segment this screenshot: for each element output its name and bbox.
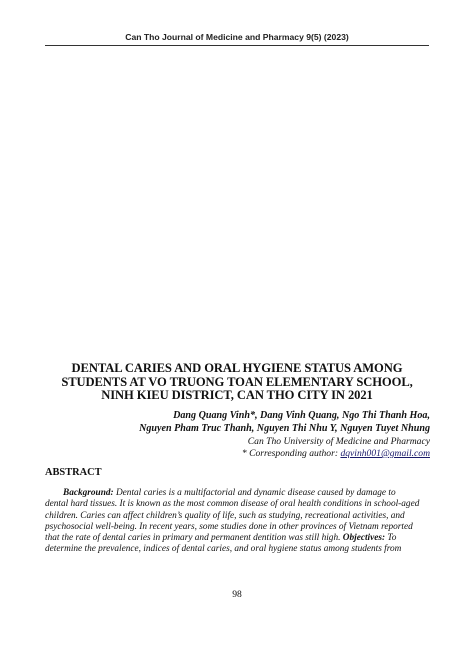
- authors-line-2: Nguyen Pham Truc Thanh, Nguyen Thi Nhu Y, Nguyen Tuyet Nhung: [139, 422, 430, 434]
- abstract-line: determine the prevalence, indices of dental caries, and oral hygiene status among students from: [45, 544, 402, 555]
- abstract-text: Dental caries is a multifactorial and dynamic disease caused by damage to: [113, 488, 396, 498]
- title-line-2: STUDENTS AT VO TRUONG TOAN ELEMENTARY SCHOOL,: [61, 374, 413, 389]
- abstract-line: dental hard tissues. It is known as the most common disease of oral health conditions in school-aged: [45, 499, 420, 510]
- author-list: [30, 410, 430, 435]
- abstract-body: [45, 488, 431, 556]
- corresponding-label: * Corresponding author:: [241, 448, 339, 459]
- affiliation: Can Tho University of Medicine and Pharmacy: [247, 436, 430, 447]
- header-divider: [45, 45, 429, 46]
- abstract-line: [45, 533, 431, 544]
- article-title: [40, 362, 434, 403]
- abstract-heading: ABSTRACT: [45, 467, 102, 478]
- abstract-text: that the rate of dental caries in primary and permanent dentition was still high.: [45, 533, 343, 544]
- title-line-3: NINH KIEU DISTRICT, CAN THO CITY IN 2021: [101, 388, 373, 403]
- title-line-1: DENTAL CARIES AND ORAL HYGIENE STATUS AMONG: [71, 361, 403, 375]
- authors-line-1: Dang Quang Vinh*, Dang Vinh Quang, Ngo Thi Thanh Hoa,: [173, 410, 430, 421]
- affiliation-block: [30, 436, 430, 460]
- page-number: 98: [232, 589, 242, 600]
- abstract-line: psychosocial well-being. In recent years, some studies done in other provinces of Vietnam reported: [45, 521, 413, 532]
- corresponding-email-link[interactable]: dqvinh001@gmail.com: [340, 448, 430, 459]
- abstract-line: [45, 488, 431, 499]
- corresponding-author: [30, 448, 430, 460]
- objectives-label: Objectives:: [342, 533, 386, 544]
- journal-header: Can Tho Journal of Medicine and Pharmacy 9(5) (2023): [125, 32, 349, 42]
- abstract-line: children. Caries can affect children’s quality of life, such as studying, recreational activities, and: [45, 510, 405, 521]
- abstract-text: To: [385, 533, 397, 544]
- background-label: Background:: [63, 488, 114, 498]
